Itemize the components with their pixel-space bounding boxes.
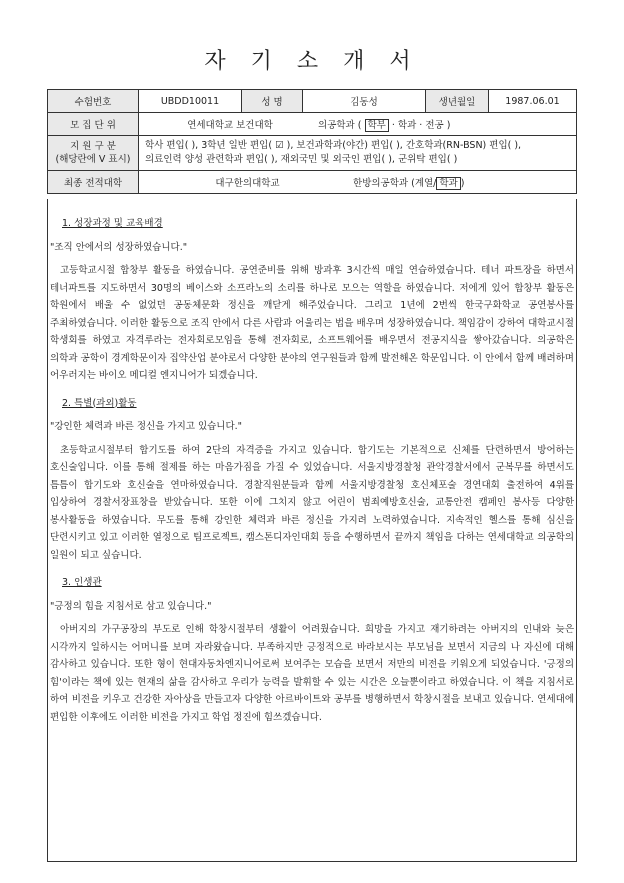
birth-value: 1987.06.01 — [489, 90, 577, 113]
name-value: 김동성 — [303, 90, 426, 113]
school-value — [139, 171, 577, 194]
apply-label — [48, 136, 139, 171]
unit-label: 모 집 단 위 — [48, 113, 139, 136]
section-heading: 2. 특별(과외)활동 — [62, 397, 137, 409]
apply-options-line1: 학사 편입( ), 3학년 일반 편입( ☑ ), 보건과학과(야간) 편입( ), 간호학과(RN-BSN) 편입( ), — [145, 140, 522, 151]
unit-dept-suffix: · 학과 · 전공 ) — [391, 120, 451, 131]
unit-dept-selected: 학부 — [365, 119, 389, 132]
section-heading: 3. 인생관 — [62, 577, 102, 588]
section-life-view — [50, 574, 574, 726]
section-quote: "조직 안에서의 성장하였습니다." — [50, 241, 188, 253]
essay-body — [50, 205, 574, 736]
section-paragraph: 고등학교시절 합창부 활동을 하였습니다. 공연준비를 위해 방과후 3시간씩 매일 연습하였습니다. 테너 파트장을 하면서 테너파트를 지도하면서 30명의 베이스와 소프라노의 소리를 하나로 모으는 역할을 하였습니다. 저에게 있어 합창부 활동은 학원에서 배울 수 없었던 공동체문화 정신을 깨닫게 해주었습니다. 그리고 1년에 2번씩 한국구화학교 공연봉사를 주최하였습니다. 이러한 활동으로 조직 안에서 다른 사람과 어울리는 법을 배우며 성장하였습니다. 책임감이 강하여 대학교시절 학생회를 하였고 자격루라는 전자회로모임을 통해 전자회로, 소프트웨어를 배우면서 전공지식을 쌓아갔습니다. 의공학은 의학과 공학이 경계학문이자 집약산업 분야로서 다양한 분야의 연구원들과 함께 발전해온 학문입니다. 이 안에서 함께 배려하며 어우러지는 바이오 메디컬 엔지니어가 되겠습니다. — [50, 265, 574, 381]
school-label: 최종 전적대학 — [48, 171, 139, 194]
section-paragraph: 초등학교시절부터 합기도를 하여 2단의 자격증을 가지고 있습니다. 합기도는 기본적으로 신체를 단련하면서 방어하는 호신술입니다. 이를 통해 절제를 하는 마음가짐을 가질 수 있었습니다. 서울지방경찰청 관악경찰서에서 군복무를 하면서도 틈틈이 합기도와 호신술을 연마하였습니다. 경찰직원분들과 함께 서울지방경찰청 호신체포술 경연대회 출전하여 4위를 입상하여 경찰서장표창을 받았습니다. 또한 이에 그치지 않고 어린이 범죄예방호신술, 교통안전 캠페인 봉사등 다양한 봉사활동을 하였습니다. 무도를 통해 강인한 체력과 바른 정신을 가지려 노력하였습니다. 지속적인 헬스를 통해 심신을 단련시키고 있고 이러한 열정으로 팀프로젝트, 캠스톤디자인대회 등을 수행하면서 끝까지 책임을 다하는 연세대학교 의공학의 일원이 되고 싶습니다. — [50, 444, 574, 561]
unit-univ: 연세대학교 보건대학 — [187, 120, 273, 131]
apply-label-line2: (해당란에 V 표시) — [55, 154, 131, 165]
exam-no-label: 수험번호 — [48, 90, 139, 113]
name-label: 성 명 — [242, 90, 303, 113]
school-major-prefix: 한방의공학과 (계열/ — [353, 178, 437, 189]
section-activities — [50, 395, 574, 565]
document-title: 자 기 소 개 서 — [204, 49, 420, 74]
apply-options-line2: 의료인력 양성 관련학과 편입( ), 재외국민 및 외국인 편입( ), 군위탁 편입( ) — [145, 154, 458, 165]
info-row-school — [48, 171, 577, 194]
apply-label-line1: 지 원 구 분 — [70, 141, 116, 152]
info-row-basic — [48, 90, 577, 113]
school-major-selected: 학과 — [436, 177, 460, 190]
section-quote: "긍정의 힘을 지침서로 삼고 있습니다." — [50, 600, 212, 612]
info-row-unit — [48, 113, 577, 136]
school-major-suffix: ) — [460, 178, 465, 189]
unit-value — [139, 113, 577, 136]
school-name: 대구한의대학교 — [215, 178, 280, 189]
unit-dept-prefix: 의공학과 ( — [318, 120, 362, 131]
section-growth — [50, 215, 574, 385]
birth-label: 생년월일 — [426, 90, 489, 113]
applicant-info-table — [47, 89, 577, 194]
exam-no-value: UBDD10011 — [139, 90, 242, 113]
section-heading: 1. 성장과정 및 교육배경 — [62, 218, 163, 229]
info-row-apply — [48, 136, 577, 171]
apply-options — [139, 136, 577, 171]
section-quote: "강인한 체력과 바른 정신을 가지고 있습니다." — [50, 421, 243, 432]
section-paragraph: 아버지의 가구공장의 부도로 인해 학창시절부터 생활이 어려웠습니다. 희망을 가지고 재기하려는 아버지의 인내와 늦은 시각까지 일하시는 어머니를 보며 자라왔습니다. 부족하지만 긍정적으로 바라보시는 부모님을 보면서 지금의 나 자신에 대해 감사하고 있습니다. 또한 형이 현대자동차엔지니어로써 보여주는 모습을 보면서 저만의 비전을 키워오게 되었습니다. '긍정의 힘'이라는 책에 있는 현재의 삶을 감사하고 우리가 능력을 발휘할 수 있는 시간은 오늘뿐이라고 하였습니다. 이 책을 지침서로 하여 비전을 키우고 건강한 자아상을 만들고자 다양한 아르바이트와 공부를 병행하면서 학창시절을 보내고 있습니다. 연세대에 편입한 이후에도 이러한 비전을 가지고 학업 정진에 힘쓰겠습니다. — [50, 624, 574, 723]
